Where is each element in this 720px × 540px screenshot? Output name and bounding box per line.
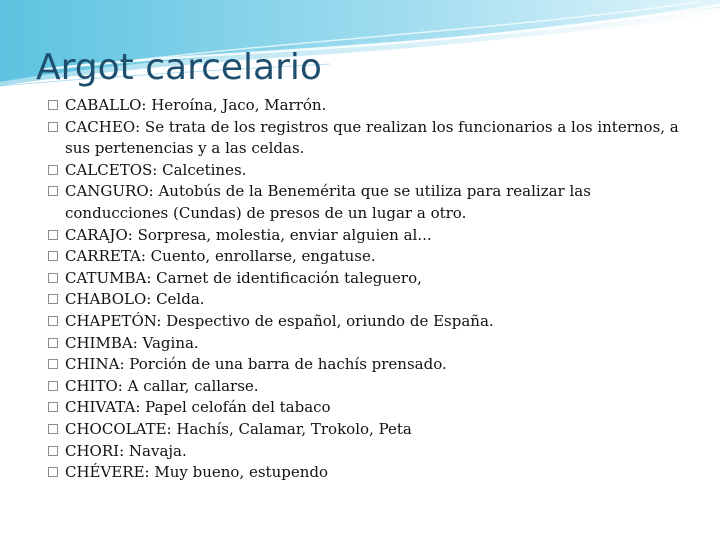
list-item-text: CANGURO: Autobús de la Benemérita que se utiliza para realizar las conducciones (Cundas) de presos de un lugar a otro. [65, 182, 591, 222]
list-item [48, 289, 698, 311]
list-item-text: CHABOLO: Celda. [65, 290, 205, 309]
list-item-text: CHOCOLATE: Hachís, Calamar, Trokolo, Peta [65, 419, 412, 438]
square-bullet-icon [48, 381, 58, 391]
square-bullet-icon [48, 359, 58, 369]
square-bullet-icon [48, 424, 58, 434]
square-bullet-icon [48, 402, 58, 412]
square-bullet-icon [48, 294, 58, 304]
square-bullet-icon [48, 338, 58, 348]
square-bullet-icon [48, 186, 58, 196]
list-item [48, 246, 698, 268]
square-bullet-icon [48, 122, 58, 132]
list-item-text: CHÉVERE: Muy bueno, estupendo [65, 463, 329, 482]
square-bullet-icon [48, 467, 58, 477]
square-bullet-icon [48, 165, 58, 175]
square-bullet-icon [48, 316, 58, 326]
list-item-text: CHINA: Porción de una barra de hachís prensado. [65, 355, 447, 374]
list-item [48, 311, 698, 333]
list-item-text: CALCETOS: Calcetines. [65, 160, 247, 179]
list-item [48, 160, 698, 182]
list-item-text: CARAJO: Sorpresa, molestia, enviar alguien al... [65, 225, 432, 244]
list-item [48, 441, 698, 463]
list-item [48, 419, 698, 441]
list-item [48, 354, 698, 376]
list-item-text: CACHEO: Se trata de los registros que realizan los funcionarios a los internos, a sus pertenencias y a las celdas. [65, 117, 679, 158]
list-item [48, 397, 698, 419]
list-item-text: CHAPETÓN: Despectivo de español, oriundo de España. [65, 311, 494, 330]
list-item-text: CARRETA: Cuento, enrollarse, engatuse. [65, 247, 376, 266]
square-bullet-icon [48, 273, 58, 283]
square-bullet-icon [48, 100, 58, 110]
list-item [48, 376, 698, 398]
list-item [48, 225, 698, 247]
bullet-list [48, 95, 698, 484]
list-item [48, 333, 698, 355]
list-item-text: CHIMBA: Vagina. [65, 333, 199, 352]
square-bullet-icon [48, 446, 58, 456]
list-item-text: CATUMBA: Carnet de identificación taleguero, [65, 268, 422, 287]
slide-title: Argot carcelario [36, 47, 322, 88]
list-item-text: CHORI: Navaja. [65, 441, 187, 460]
list-item [48, 95, 698, 117]
list-item-text: CABALLO: Heroína, Jaco, Marrón. [65, 96, 327, 114]
list-item [48, 462, 698, 484]
list-item-text: CHIVATA: Papel celofán del tabaco [65, 398, 331, 417]
list-item [48, 117, 698, 160]
list-item [48, 181, 698, 224]
list-item [48, 268, 698, 290]
square-bullet-icon [48, 251, 58, 261]
square-bullet-icon [48, 230, 58, 240]
list-item-text: CHITO: A callar, callarse. [65, 376, 259, 395]
